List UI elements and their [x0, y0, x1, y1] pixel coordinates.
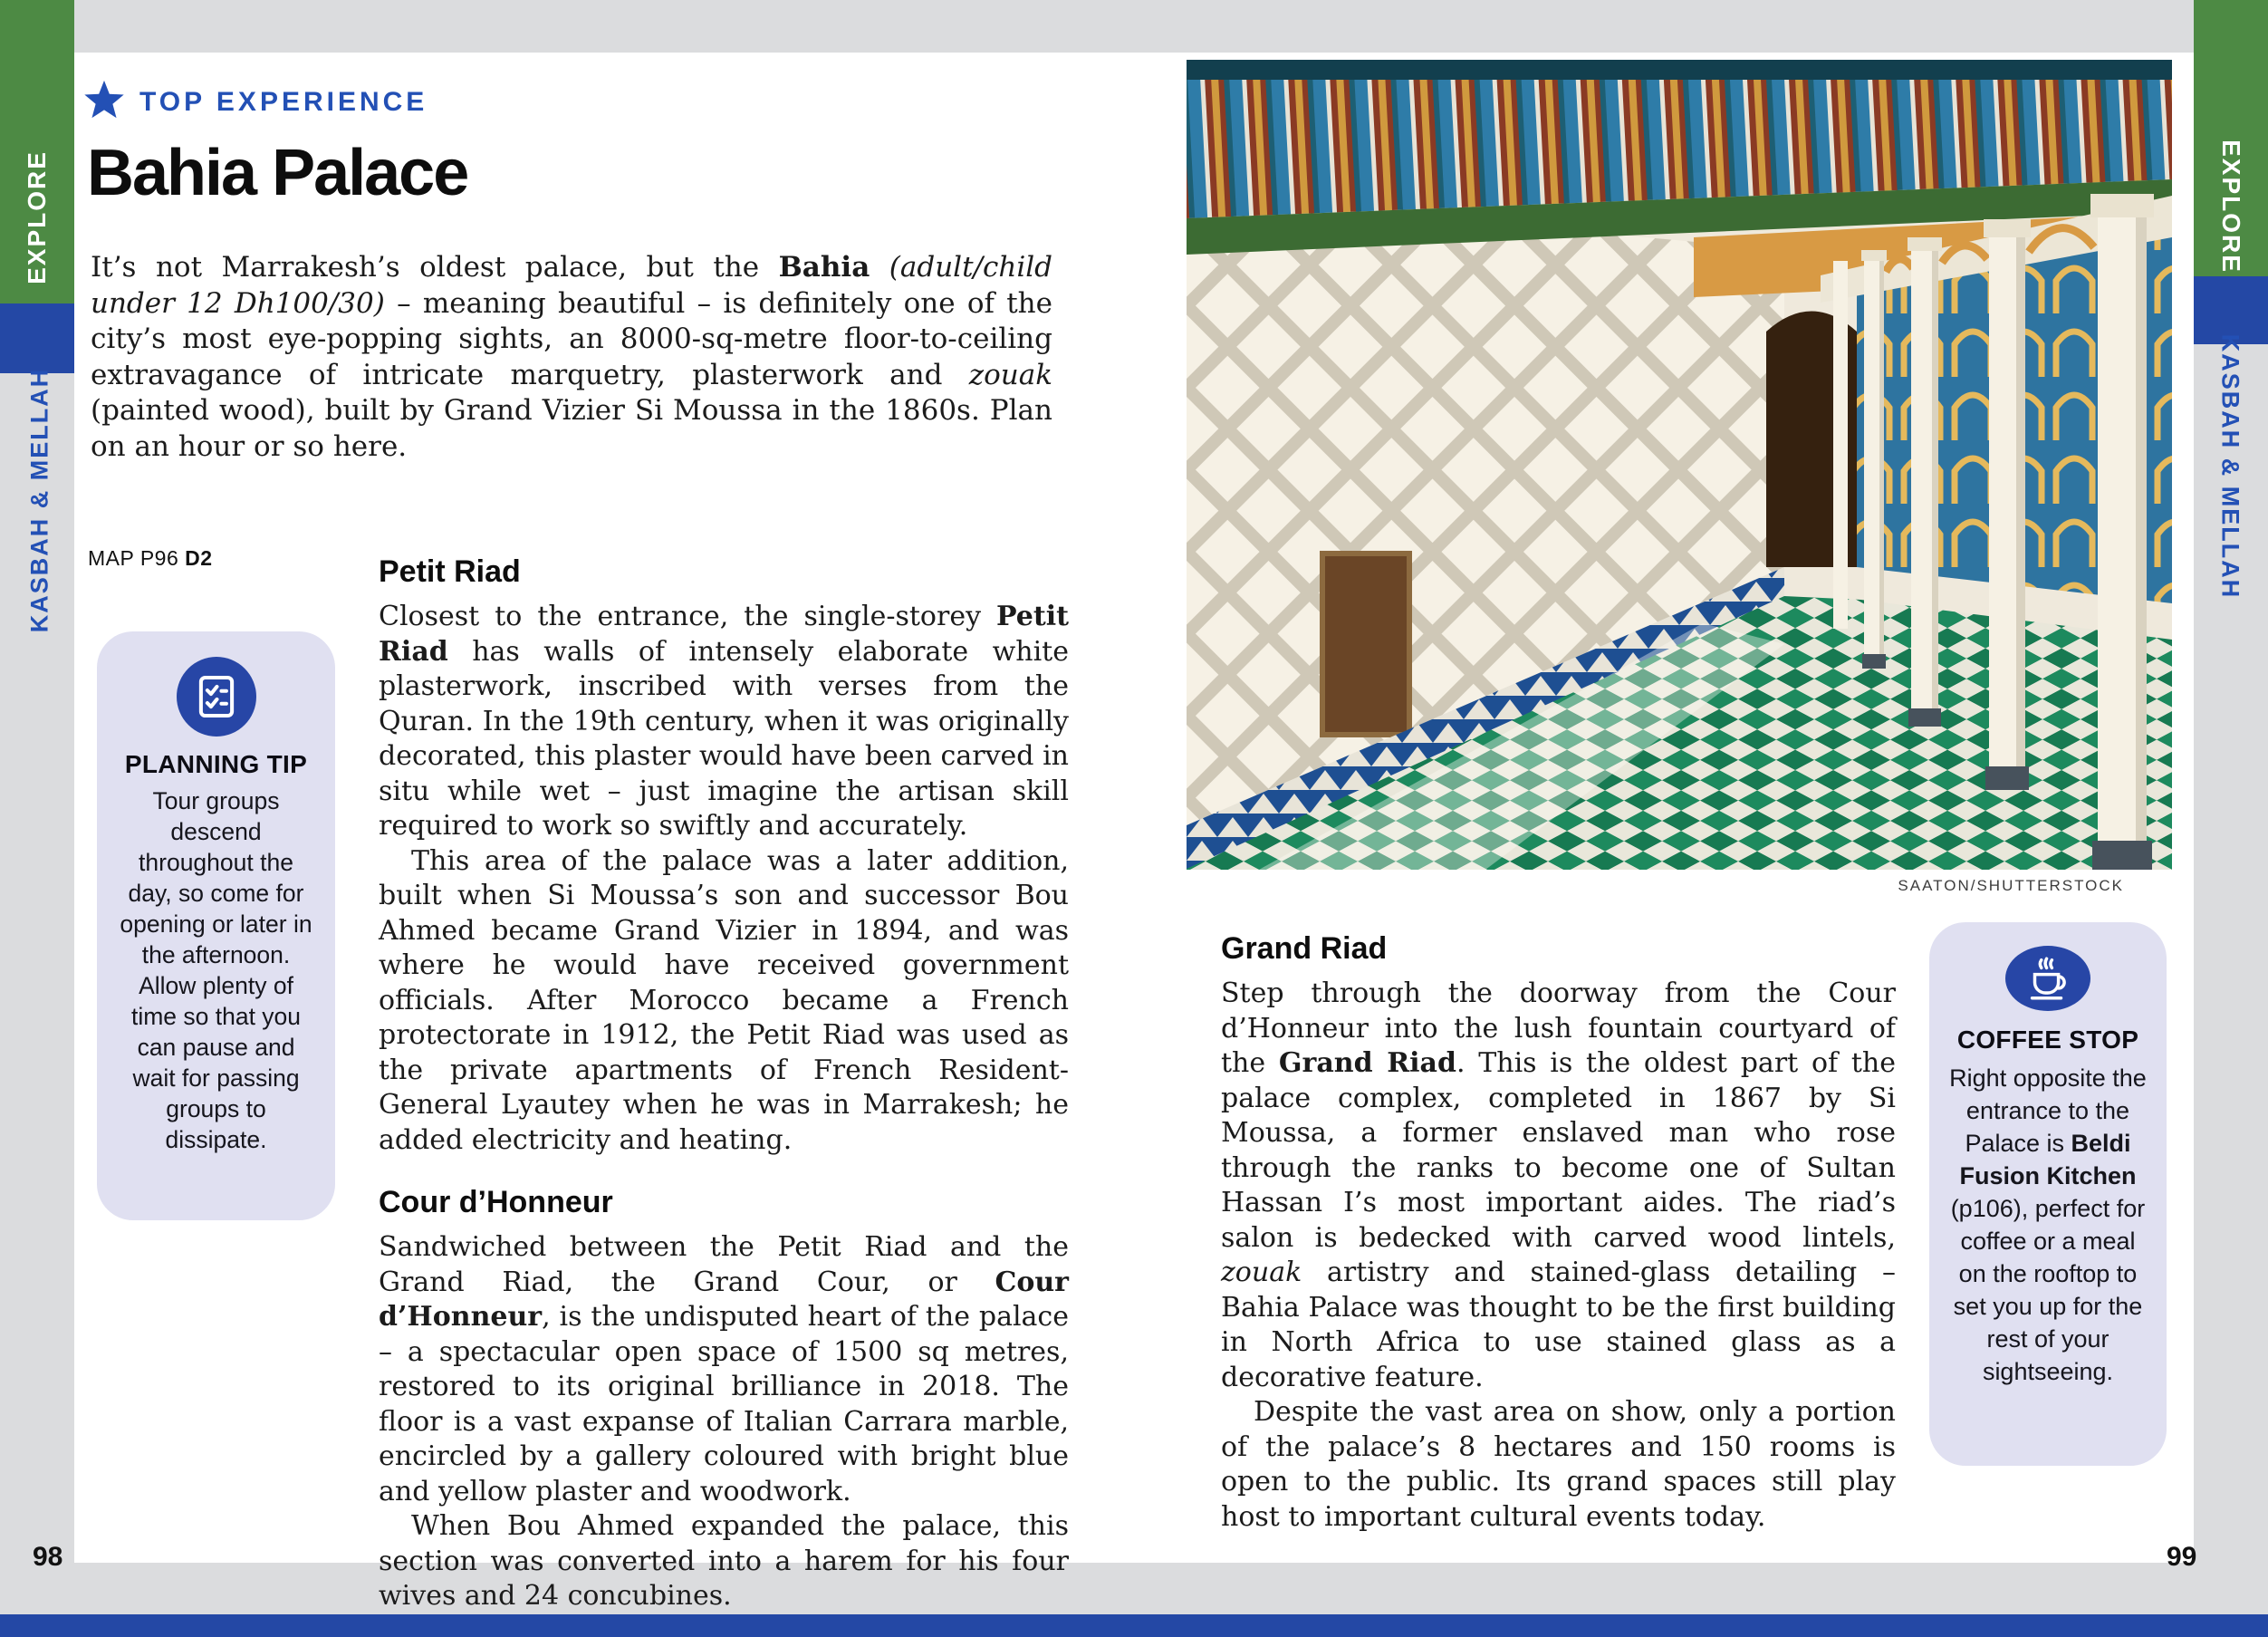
paragraph	[379, 844, 1069, 1159]
text-run: Closest to the entrance, the single-storey	[379, 601, 997, 633]
left-text-column	[379, 554, 1069, 1614]
coffee-icon	[2005, 946, 2090, 1011]
text-run: Step through the doorway from the Cour d’Honneur into the lush fountain courtyard of the	[1221, 977, 1896, 1080]
text-run: (painted wood), built by Grand Vizier Si Moussa in the 1860s. Plan on an hour or so here.	[91, 394, 1052, 463]
section-cour-dhonneur	[379, 1230, 1069, 1614]
left-explore-label: EXPLORE	[23, 150, 51, 284]
right-text-column	[1221, 931, 1896, 1535]
text-run: , is the undisputed heart of the palace – a spectacular open space of 1500 sq metres, restored to its original brilliance in 2018. The floor is a vast expanse of Italian Carrara marble, encircled by a gallery coloured with bright blue and yellow plaster and woodwork.	[379, 1301, 1069, 1507]
text-run: Right opposite the entrance to the Palace is	[1949, 1064, 2147, 1157]
map-reference	[88, 546, 213, 571]
paragraph	[379, 1509, 1069, 1614]
paragraph	[1221, 977, 1896, 1395]
planning-tip-body: Tour groups descend throughout the day, so come for opening or later in the afternoon. Allow plenty of time so that you can pause and wait for passing groups to dissipate.	[120, 787, 312, 1153]
right-section-label: KASBAH & MELLAH	[2216, 333, 2244, 600]
bahia-palace-courtyard-photo	[1187, 60, 2172, 870]
section-petit-riad	[379, 600, 1069, 1158]
section-heading-petit-riad: Petit Riad	[379, 554, 521, 589]
text-run: This area of the palace was a later addition, built when Si Moussa’s son and successor Bou Ahmed became Grand Vizier in 1894, and was where he would have received government officials. After Morocco became a French protectorate in 1912, the Petit Riad was used as the private apartments of French Resident-General Lyautey when he was in Marrakesh; he added electricity and heating.	[379, 844, 1069, 1156]
text-run: Grand Riad	[1278, 1047, 1456, 1080]
text-run: (p106), perfect for coffee or a meal on the rooftop to set you up for the rest of your sightseeing.	[1950, 1195, 2146, 1385]
section-heading-cour-dhonneur: Cour d’Honneur	[379, 1185, 613, 1220]
text-run: Cour d’Honneur	[379, 1266, 1069, 1334]
paragraph	[379, 1230, 1069, 1509]
paragraph	[1221, 1395, 1896, 1535]
text-run: zouak	[1221, 1257, 1302, 1289]
text-run: Sandwiched between the Petit Riad and the Grand Riad, the Grand Cour, or	[379, 1231, 1069, 1298]
checklist-icon	[177, 657, 256, 737]
paragraph	[379, 600, 1069, 844]
text-run: Beldi Fusion Kitchen	[1959, 1130, 2137, 1189]
page-title: Bahia Palace	[87, 137, 468, 209]
planning-tip-heading: PLANNING TIP	[124, 750, 308, 778]
coffee-stop-heading: COFFEE STOP	[1956, 1026, 2139, 1054]
text-run: Bahia	[778, 251, 870, 284]
page-number-right: 99	[2167, 1542, 2197, 1572]
text-run: zouak	[968, 358, 1052, 391]
text-run: (adult/child under 12 Dh100/30)	[91, 251, 1052, 320]
photo-credit: SAATON/SHUTTERSTOCK	[1898, 877, 2124, 894]
intro-paragraph	[91, 250, 1052, 465]
text-run	[870, 251, 889, 284]
left-blue-block	[0, 303, 74, 373]
map-ref-prefix: MAP P96	[88, 546, 186, 570]
right-explore-label: EXPLORE	[2217, 140, 2245, 274]
left-section-label: KASBAH & MELLAH	[25, 367, 53, 633]
map-ref-grid: D2	[185, 546, 213, 570]
coffee-stop-box	[1929, 922, 2167, 1466]
text-run: – meaning beautiful – is definitely one of the city’s most eye-popping sights, an 8000-sq-metre floor-to-ceiling extravagance of intricate marquetry, plasterwork and	[91, 286, 1052, 391]
eyebrow-top-experience: TOP EXPERIENCE	[139, 87, 428, 117]
text-run: artistry and stained-glass detailing – Bahia Palace was thought to be the first building in North Africa to use stained glass as a decorative feature.	[1221, 1257, 1896, 1393]
page-number-left: 98	[33, 1542, 63, 1572]
section-grand-riad	[1221, 977, 1896, 1535]
planning-tip-box	[97, 631, 335, 1220]
star-icon	[82, 78, 127, 123]
text-run: Despite the vast area on show, only a portion of the palace’s 8 hectares and 150 rooms is open to the public. Its grand spaces still play host to important cultural events today.	[1221, 1396, 1896, 1533]
text-run: Petit Riad	[379, 601, 1069, 668]
text-run: has walls of intensely elaborate white plasterwork, inscribed with verses from the Quran. In the 19th century, when it was originally decorated, this plaster would have been carved in situ while wet – just imagine the artisan skill required to work so swiftly and accurately.	[379, 635, 1069, 843]
text-run: . This is the oldest part of the palace complex, completed in 1867 by Si Moussa, a former enslaved man who rose through the ranks to become one of Sultan Hassan I’s most important aides. The riad’s salon is bedecked with carved wood lintels,	[1221, 1047, 1897, 1254]
bottom-blue-bar	[0, 1614, 2268, 1637]
text-run: It’s not Marrakesh’s oldest palace, but the	[91, 251, 779, 284]
coffee-stop-body	[1946, 1062, 2150, 1388]
text-run: When Bou Ahmed expanded the palace, this section was converted into a harem for his four wives and 24 concubines.	[379, 1510, 1069, 1613]
section-heading-grand-riad: Grand Riad	[1221, 931, 1388, 966]
